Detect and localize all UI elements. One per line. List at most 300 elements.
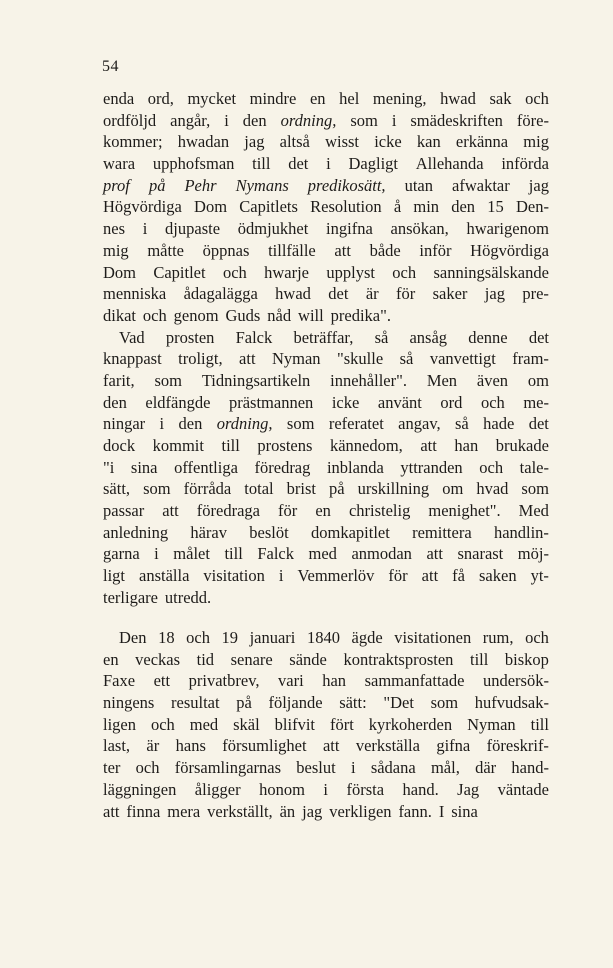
word: så — [374, 327, 389, 347]
word: yt- — [530, 566, 549, 586]
word: remittera — [412, 522, 472, 542]
word: kontraktsprosten — [343, 649, 454, 669]
word: använt — [377, 392, 422, 412]
word: saken — [479, 566, 517, 586]
word: som — [154, 370, 182, 390]
word: anmodan — [351, 544, 412, 564]
word: sina — [130, 457, 158, 477]
text-line — [103, 649, 549, 671]
word: sina — [451, 801, 478, 821]
word: den — [178, 414, 203, 434]
text-line — [103, 735, 549, 757]
word: att — [162, 501, 179, 521]
word: me- — [523, 392, 549, 412]
word: innehåller". — [330, 370, 407, 390]
word: Capitlet — [153, 262, 206, 282]
word: kyrkoherden — [368, 714, 453, 734]
word: före- — [516, 110, 549, 130]
word: "i — [103, 457, 115, 477]
text-line — [103, 565, 549, 587]
word: den — [103, 392, 127, 412]
word: biskop — [504, 649, 549, 669]
word: beslut — [296, 758, 336, 778]
text-line — [103, 392, 549, 414]
word: fann. — [398, 801, 432, 821]
word: denne — [468, 327, 508, 347]
word: Guds — [225, 305, 261, 325]
text-line — [103, 131, 549, 153]
text-line — [103, 348, 549, 370]
word: där — [475, 758, 497, 778]
word: för — [396, 284, 416, 304]
text-block-upper — [103, 88, 549, 609]
word: sätt, — [103, 479, 131, 499]
word: eldfängde — [145, 392, 211, 412]
word: hufvudsak- — [474, 693, 549, 713]
word: på — [329, 479, 345, 499]
text-line — [103, 627, 549, 649]
word: ordning, — [280, 110, 337, 130]
word: en — [309, 89, 326, 108]
word: i — [159, 414, 165, 434]
word: som — [143, 479, 171, 499]
word: till — [224, 544, 243, 564]
word: Nyman — [467, 714, 516, 734]
word: menighet". — [428, 501, 501, 521]
word: få — [452, 566, 465, 586]
word: som — [430, 693, 459, 713]
word: genom — [173, 305, 219, 325]
word: hel — [339, 89, 360, 108]
word: honom — [259, 779, 305, 799]
word: i — [278, 566, 284, 586]
word: försumlighet — [222, 736, 307, 756]
word: Falck — [257, 544, 294, 564]
word: i — [142, 219, 148, 239]
word: i — [323, 779, 328, 799]
word: Men — [426, 370, 458, 390]
word: enda — [103, 89, 135, 108]
word: Med — [518, 501, 549, 521]
word: än — [279, 801, 296, 821]
word: till — [530, 714, 549, 734]
paragraph — [103, 627, 549, 822]
text-line — [103, 670, 549, 692]
word: passar — [103, 501, 145, 521]
word: knappast — [103, 349, 162, 369]
word: mål, — [430, 758, 460, 778]
word: rum, — [482, 628, 514, 647]
word: ett — [153, 671, 171, 691]
word: ordföljd — [103, 110, 157, 130]
word: mig — [103, 240, 129, 260]
word: farit, — [103, 370, 135, 390]
word: ord — [440, 392, 463, 412]
text-line — [103, 175, 549, 197]
word: en — [103, 649, 119, 669]
word: hwad — [440, 89, 476, 108]
word: i — [154, 544, 159, 564]
word: Falck — [235, 327, 273, 347]
word: hand- — [511, 758, 549, 778]
word: det — [528, 414, 549, 434]
word: gifna — [436, 736, 471, 756]
text-line — [103, 779, 549, 801]
word: januari — [249, 628, 296, 647]
word: hade — [483, 414, 515, 434]
word: sådana — [370, 758, 416, 778]
word: han — [454, 436, 479, 455]
word: 18 — [158, 628, 175, 647]
word: i — [224, 110, 229, 130]
word: följande — [268, 693, 323, 713]
word: anställa — [139, 566, 190, 586]
word: prof — [103, 175, 130, 195]
word: vanvettigt — [429, 349, 496, 369]
text-line — [103, 110, 549, 132]
word: även — [476, 370, 509, 390]
word: ansökan, — [390, 219, 449, 239]
word: angår, — [170, 110, 211, 130]
word: anledning — [103, 522, 169, 542]
word: möj- — [517, 544, 549, 564]
word: saker — [432, 284, 468, 304]
word: målet — [173, 544, 210, 564]
word: nåd — [267, 305, 292, 325]
word: att — [426, 544, 443, 564]
text-line — [103, 522, 549, 544]
word: ningar — [103, 414, 146, 434]
text-line — [103, 587, 549, 609]
word: troligt, — [178, 349, 223, 369]
word: mening, — [372, 89, 427, 108]
word: jag — [244, 132, 265, 152]
word: referatet — [328, 414, 384, 434]
word: predikosätt, — [307, 175, 386, 195]
word: blifvit — [274, 714, 315, 734]
word: angav, — [398, 414, 441, 434]
word: christelig — [348, 501, 411, 521]
word: prosten — [165, 327, 215, 347]
text-line — [103, 283, 549, 305]
word: ter — [103, 758, 121, 778]
word: tid — [196, 649, 215, 669]
word: menniska — [103, 284, 167, 304]
word: beslöt — [249, 522, 289, 542]
word: visitationen — [394, 628, 472, 647]
word: kommit — [152, 436, 204, 455]
word: jag — [302, 801, 323, 821]
word: sätt: — [339, 693, 367, 713]
word: urskillning — [357, 479, 430, 499]
word: Den — [119, 628, 147, 647]
word: Dagligt — [348, 154, 398, 174]
word: hwadan — [177, 132, 230, 152]
word: utredd. — [164, 587, 212, 607]
word: snarast — [457, 544, 504, 564]
word: ligt — [103, 566, 126, 586]
word: med — [189, 714, 219, 734]
word: Tidningsartikeln — [201, 370, 311, 390]
word: kan — [416, 132, 441, 152]
word: ådagalägga — [183, 284, 258, 304]
text-line — [103, 692, 549, 714]
word: wisst — [325, 132, 360, 152]
word: ordning, — [216, 414, 273, 434]
word: "skulle — [337, 349, 384, 369]
word: och — [525, 89, 549, 108]
word: härav — [190, 522, 228, 542]
word: will — [298, 305, 324, 325]
word: sände — [289, 649, 327, 669]
word: terligare — [103, 587, 158, 607]
word: Dom — [103, 262, 136, 282]
word: Nyman — [271, 349, 321, 369]
word: om — [527, 370, 549, 390]
paragraph — [103, 88, 549, 327]
text-line — [103, 757, 549, 779]
word: hwarje — [264, 262, 310, 282]
word: som — [286, 414, 315, 434]
word: privatbrev, — [188, 671, 260, 691]
word: å — [393, 197, 402, 217]
word: den — [451, 197, 476, 217]
word: last, — [103, 736, 131, 756]
word: Pehr — [184, 175, 217, 195]
word: djupaste — [165, 219, 221, 239]
word: erkänna — [455, 132, 509, 152]
text-line — [103, 218, 549, 240]
word: jag — [484, 284, 505, 304]
word: Faxe — [103, 671, 136, 691]
word: att — [239, 349, 256, 369]
word: mera — [167, 801, 201, 821]
word: upplyst — [326, 262, 375, 282]
text-line — [103, 153, 549, 175]
word: Jag — [457, 779, 480, 799]
word: är — [146, 736, 160, 756]
word: och — [150, 714, 175, 734]
text-line — [103, 435, 549, 457]
word: sak — [489, 89, 512, 108]
word: senare — [230, 649, 273, 669]
text-line — [103, 196, 549, 218]
word: verkställa — [355, 736, 420, 756]
word: Resolution — [310, 197, 382, 217]
word: med — [308, 544, 337, 564]
word: garna — [103, 544, 140, 564]
word: hwad — [275, 284, 311, 304]
word: ningens — [103, 693, 155, 713]
word: på — [148, 175, 166, 195]
word: införda — [501, 154, 549, 174]
word: vari — [278, 671, 304, 691]
word: och — [135, 758, 160, 778]
word: icke — [374, 132, 402, 152]
word: mycket — [187, 89, 237, 108]
word: visitation — [203, 566, 265, 586]
word: predika". — [330, 305, 391, 325]
word: föreskrif- — [486, 736, 549, 756]
word: ligen — [103, 714, 136, 734]
word: förråda — [183, 479, 232, 499]
word: hvad — [476, 479, 509, 499]
word: sammanfattade — [364, 671, 465, 691]
word: ord, — [147, 89, 174, 108]
word: tale- — [519, 457, 549, 477]
word: I — [438, 801, 445, 821]
text-line — [103, 801, 549, 823]
paragraph — [103, 327, 549, 609]
word: så — [455, 414, 469, 434]
text-line — [103, 88, 549, 110]
word: kommer; — [103, 132, 163, 152]
text-line — [103, 327, 549, 349]
word: Allehanda — [415, 154, 484, 174]
word: första — [346, 779, 385, 799]
word: läggningen — [103, 779, 177, 799]
text-line — [103, 714, 549, 736]
word: till — [252, 154, 271, 174]
word: jag — [528, 175, 549, 195]
word: till — [469, 649, 489, 669]
word: åligger — [194, 779, 241, 799]
word: prostens — [257, 436, 313, 455]
word: Högvördiga — [103, 197, 182, 217]
word: altså — [279, 132, 310, 152]
text-line — [103, 370, 549, 392]
word: fram- — [512, 349, 549, 369]
word: 15 — [487, 197, 504, 217]
word: till — [221, 436, 240, 455]
word: som — [350, 110, 378, 130]
word: dikat — [103, 305, 136, 325]
word: och — [525, 628, 549, 647]
word: hans — [175, 736, 206, 756]
word: det — [328, 284, 349, 304]
word: på — [236, 693, 252, 713]
word: att — [322, 736, 340, 756]
word: wara — [103, 154, 136, 174]
word: total — [244, 479, 274, 499]
word: i — [326, 154, 331, 174]
word: hwarigenom — [466, 219, 549, 239]
word: mindre — [249, 89, 297, 108]
word: det — [288, 154, 309, 174]
word: ingifna — [326, 219, 373, 239]
text-line — [103, 500, 549, 522]
word: både — [369, 240, 401, 260]
word: brist — [286, 479, 316, 499]
word: mig — [523, 132, 549, 152]
word: veckas — [135, 649, 181, 669]
word: skäl — [233, 714, 260, 734]
word: föredrag — [254, 457, 311, 477]
word: ödmjukhet — [237, 219, 309, 239]
word: nes — [103, 219, 125, 239]
word: tillfälle — [268, 240, 316, 260]
text-line — [103, 543, 549, 565]
word: prästmannen — [228, 392, 314, 412]
word: verkligen — [329, 801, 392, 821]
word: det — [528, 327, 549, 347]
word: och — [142, 305, 167, 325]
word: inför — [419, 240, 452, 260]
word: en — [315, 501, 331, 521]
word: Högvördiga — [470, 240, 549, 260]
word: undersök- — [482, 671, 549, 691]
word: fört — [329, 714, 354, 734]
word: den — [242, 110, 267, 130]
word: beträffar, — [293, 327, 354, 347]
word: dock — [103, 436, 136, 455]
word: som — [521, 479, 549, 499]
word: för — [388, 566, 408, 586]
word: och — [186, 628, 210, 647]
text-block-lower — [103, 627, 549, 822]
word: handlin- — [493, 522, 549, 542]
word: sanningsälskande — [433, 262, 549, 282]
word: inblanda — [326, 457, 384, 477]
word: Den- — [515, 197, 549, 217]
word: för — [278, 501, 298, 521]
word: att — [334, 240, 351, 260]
word: ägde — [351, 628, 383, 647]
word: icke — [331, 392, 360, 412]
text-line — [103, 478, 549, 500]
word: min — [413, 197, 440, 217]
word: församlingarnas — [174, 758, 282, 778]
word: i — [391, 110, 397, 130]
word: ansåg — [409, 327, 448, 347]
text-line — [103, 240, 549, 262]
text-line — [103, 305, 549, 327]
word: är — [365, 284, 379, 304]
word: brukade — [495, 436, 549, 455]
word: öppnas — [202, 240, 250, 260]
word: smädeskriften — [410, 110, 503, 130]
word: att — [103, 801, 120, 821]
word: offentliga — [174, 457, 238, 477]
word: Vad — [119, 327, 145, 347]
word: så — [399, 349, 414, 369]
word: föredraga — [196, 501, 261, 521]
word: "Det — [383, 693, 414, 713]
word: kännedom, — [329, 436, 403, 455]
word: och — [222, 262, 247, 282]
word: Vemmerlöv — [297, 566, 375, 586]
word: måtte — [147, 240, 184, 260]
word: 1840 — [306, 628, 340, 647]
word: i — [350, 758, 356, 778]
word: afwaktar — [452, 175, 510, 195]
text-line — [103, 457, 549, 479]
word: Capitlets — [239, 197, 298, 217]
word: Nymans — [235, 175, 289, 195]
text-line — [103, 413, 549, 435]
word: att — [421, 566, 439, 586]
word: 19 — [221, 628, 239, 647]
word: utan — [404, 175, 433, 195]
word: väntade — [497, 779, 549, 799]
word: och — [479, 457, 504, 477]
word: Dom — [194, 197, 228, 217]
word: verkställt, — [207, 801, 273, 821]
word: hand. — [402, 779, 439, 799]
word: att — [420, 436, 437, 455]
word: resultat — [171, 693, 220, 713]
word: domkapitlet — [311, 522, 390, 542]
